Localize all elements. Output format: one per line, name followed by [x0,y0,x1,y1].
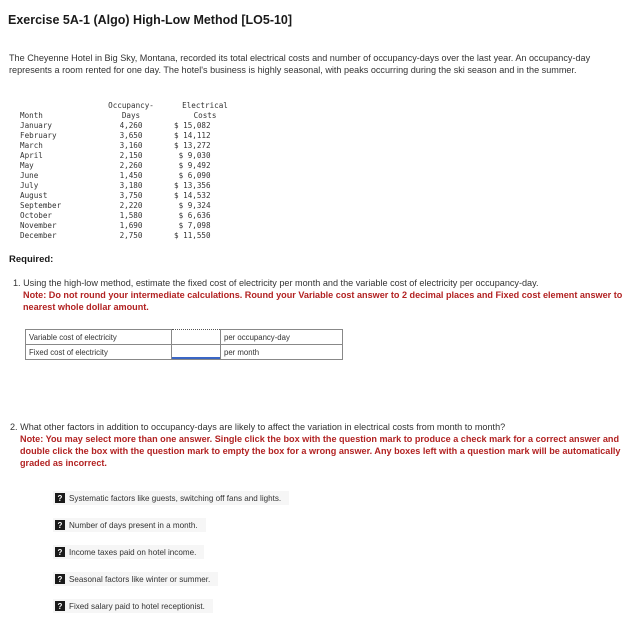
option-item [53,572,218,586]
answer-row-variable [26,330,343,345]
question-1-note: Note: Do not round your intermediate calculations. Round your Variable cost answer to 2 decimal places and Fixed cost element answer to nearest whole dollar amount. [23,290,623,312]
option-label: Number of days present in a month. [69,520,198,530]
month-cell: June [20,171,39,180]
month-cell: September [20,201,62,210]
occupancy-cell: 2,750 [119,231,143,240]
table-row [20,181,244,191]
month-cell: March [20,141,43,150]
question-mark-checkbox[interactable]: ? [55,493,65,503]
table-row [20,201,244,211]
intro-paragraph: The Cheyenne Hotel in Big Sky, Montana, recorded its total electrical costs and number of occupancy-days over the last year. An occupancy-day represents a room rented for one day. The hotel's business is highly seasonal, with peaks occurring during the ski season and in the summer. [9,53,591,75]
header-cost-2: Costs [193,111,217,120]
occupancy-cell: 3,160 [119,141,143,150]
cost-cell: $ 13,272 [174,141,211,150]
month-cell: October [20,211,53,220]
question-2 [10,421,632,469]
cost-cell: $ 6,090 [174,171,211,180]
occupancy-cell: 4,260 [119,121,143,130]
occupancy-cell: 1,450 [119,171,143,180]
header-month: Month [20,111,43,120]
occupancy-cell: 3,650 [119,131,143,140]
question-2-note: Note: You may select more than one answer. Single click the box with the question mark to produce a check mark for a correct answer and double click the box with the question mark to empty the box for a wrong answer. Any boxes left with a question mark will be automatically graded as incorrect. [20,434,621,468]
cost-cell: $ 14,532 [174,191,211,200]
variable-cost-cell [172,330,221,345]
table-row [20,151,244,161]
question-1 [13,277,628,313]
cost-cell: $ 15,082 [174,121,211,130]
variable-cost-label: Variable cost of electricity [26,330,172,345]
variable-cost-input[interactable] [172,331,220,344]
option-item [53,545,204,559]
cost-cell: $ 9,492 [174,161,211,170]
table-body [20,121,244,241]
occupancy-cell: 2,220 [119,201,143,210]
occupancy-cell: 3,750 [119,191,143,200]
header-occ-1: Occupancy- [108,101,154,110]
month-cell: July [20,181,39,190]
month-cell: August [20,191,48,200]
table-row [20,131,244,141]
cost-cell: $ 9,030 [174,151,211,160]
option-label: Seasonal factors like winter or summer. [69,574,211,584]
table-row [20,211,244,221]
table-row [20,231,244,241]
page-title: Exercise 5A-1 (Algo) High-Low Method [LO5-10] [8,13,293,27]
month-cell: February [20,131,57,140]
header-occ-2: Days [121,111,141,120]
cost-cell: $ 13,356 [174,181,211,190]
cost-cell: $ 14,112 [174,131,211,140]
cost-cell: $ 7,098 [174,221,211,230]
month-cell: November [20,221,57,230]
variable-cost-unit: per occupancy-day [221,330,343,345]
table-header-row [20,101,244,111]
occupancy-cell: 2,260 [119,161,143,170]
question-2-text: 2. What other factors in addition to occupancy-days are likely to affect the variation in electrical costs from month to month? [10,422,506,432]
occupancy-cell: 1,690 [119,221,143,230]
answer-table [25,329,343,360]
occupancy-cell: 1,580 [119,211,143,220]
table-row [20,191,244,201]
month-cell: May [20,161,34,170]
option-item [53,599,213,613]
fixed-cost-label: Fixed cost of electricity [26,345,172,360]
option-label: Income taxes paid on hotel income. [69,547,197,557]
fixed-cost-unit: per month [221,345,343,360]
table-row [20,171,244,181]
month-cell: December [20,231,57,240]
data-table [20,101,244,241]
occupancy-cell: 2,150 [119,151,143,160]
month-cell: April [20,151,43,160]
occupancy-cell: 3,180 [119,181,143,190]
table-row [20,221,244,231]
question-mark-checkbox[interactable]: ? [55,547,65,557]
required-heading: Required: [9,254,54,265]
option-label: Systematic factors like guests, switching off fans and lights. [69,493,282,503]
option-label: Fixed salary paid to hotel receptionist. [69,601,205,611]
question-mark-checkbox[interactable]: ? [55,520,65,530]
table-row [20,121,244,131]
answer-row-fixed [26,345,343,360]
table-row [20,141,244,151]
question-mark-checkbox[interactable]: ? [55,574,65,584]
fixed-cost-input[interactable] [172,346,220,359]
month-cell: January [20,121,53,130]
cost-cell: $ 6,636 [174,211,211,220]
option-item [53,491,289,505]
cost-cell: $ 11,550 [174,231,211,240]
option-item [53,518,206,532]
cost-cell: $ 9,324 [174,201,211,210]
header-cost-1: Electrical [182,101,228,110]
table-header-row [20,111,244,121]
table-row [20,161,244,171]
question-mark-checkbox[interactable]: ? [55,601,65,611]
question-1-text: 1. Using the high-low method, estimate the fixed cost of electricity per month and the variable cost of electricity per occupancy-day. [13,278,539,288]
fixed-cost-cell [172,345,221,360]
